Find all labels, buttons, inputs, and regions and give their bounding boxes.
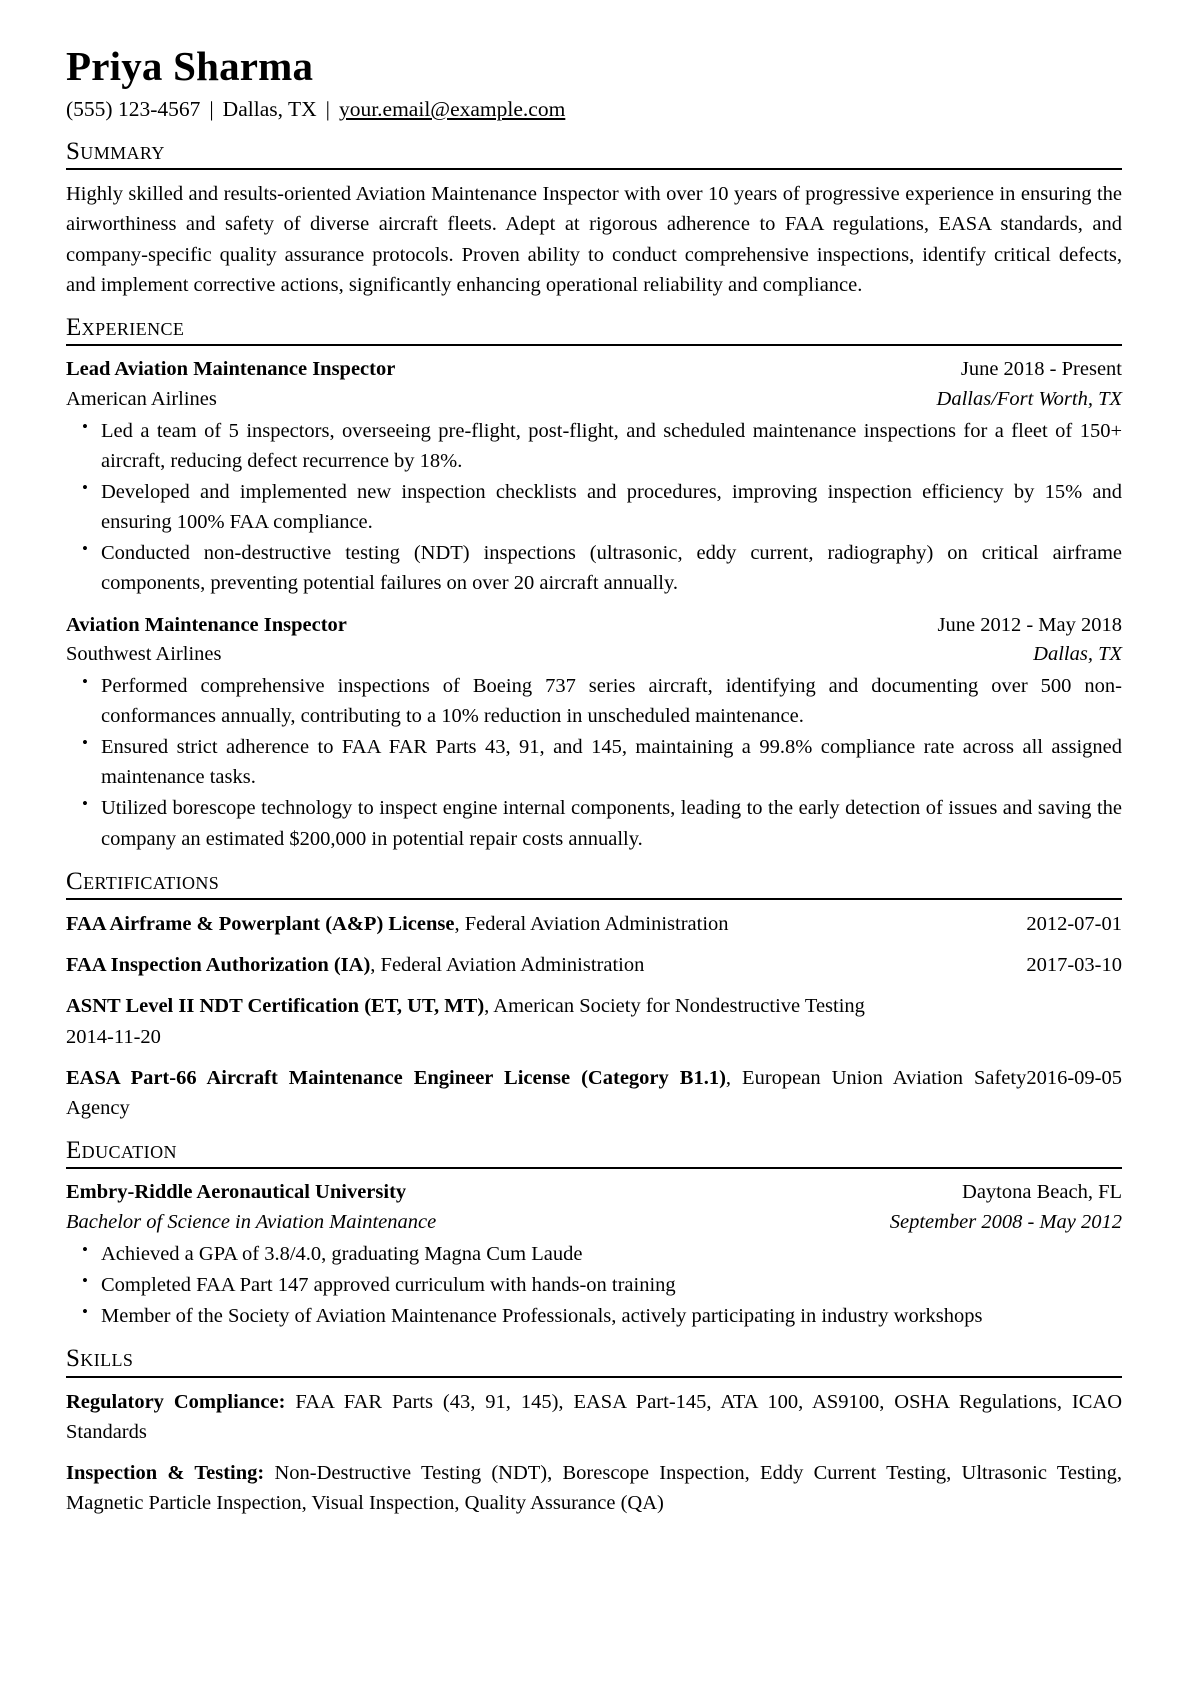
section-heading-education: Education (66, 1136, 177, 1164)
job-bullet: • Developed and implemented new inspection checklists and procedures, improving inspection efficiency by 15% and ensuring 100% FAA compliance. (66, 477, 1122, 537)
certification-date: 2016-09-05 (1026, 1066, 1122, 1089)
contact-line (66, 96, 1122, 124)
degree-name: Bachelor of Science in Aviation Maintenance (66, 1211, 437, 1234)
job-dates: June 2012 - May 2018 (937, 613, 1122, 636)
job-bullet: • Performed comprehensive inspections of Boeing 737 series aircraft, identifying and documenting over 500 non-conformances annually, contributing to a 10% reduction in unscheduled maintenance. (66, 671, 1122, 731)
section-education (66, 1136, 1122, 1331)
school-row (66, 1178, 1122, 1208)
section-rule (66, 1376, 1122, 1378)
skill-items: Non-Destructive Testing (NDT), Borescope Inspection, Eddy Current Testing, Ultrasonic Testing, Magnetic Particle Inspection, Visual Inspection, Quality Assurance (QA) (66, 1462, 1122, 1515)
job-title-row (66, 611, 1122, 641)
section-heading-skills: Skills (66, 1345, 134, 1373)
certification-issuer: European Union Aviation Safety Agency (66, 1066, 1027, 1119)
job-location: Dallas, TX (1033, 643, 1122, 666)
education-bullet: • Achieved a GPA of 3.8/4.0, graduating Magna Cum Laude (66, 1239, 1122, 1269)
certification-name: FAA Inspection Authorization (IA) (66, 954, 371, 977)
location-text: Dallas, TX (222, 96, 317, 121)
experience-entry (66, 611, 1122, 854)
school-location: Daytona Beach, FL (962, 1181, 1122, 1204)
contact-separator: | (325, 96, 330, 121)
email-link[interactable]: your.email@example.com (338, 96, 566, 121)
job-company: American Airlines (66, 388, 217, 411)
section-rule (66, 168, 1122, 170)
education-bullet-list (66, 1239, 1122, 1331)
skill-group (66, 1387, 1122, 1447)
section-experience (66, 313, 1122, 854)
skill-group (66, 1458, 1122, 1518)
certification-issuer-sep: , (454, 913, 465, 936)
certification-issuer: Federal Aviation Administration (380, 954, 645, 977)
job-bullet-list (66, 416, 1122, 599)
job-company-row (66, 640, 1122, 670)
skill-category: Inspection & Testing: (66, 1462, 265, 1485)
resume-header (66, 44, 1122, 124)
section-rule (66, 344, 1122, 346)
certification-name: EASA Part-66 Aircraft Maintenance Engineer License (Category B1.1) (66, 1066, 726, 1089)
contact-separator: | (209, 96, 214, 121)
section-skills (66, 1344, 1122, 1518)
section-certifications (66, 867, 1122, 1123)
job-title: Lead Aviation Maintenance Inspector (66, 358, 396, 381)
job-bullet: • Ensured strict adherence to FAA FAR Parts 43, 91, and 145, maintaining a 99.8% compliance rate across all assigned maintenance tasks. (66, 732, 1122, 792)
section-rule (66, 898, 1122, 900)
certification-entry (66, 1063, 1122, 1123)
section-heading-certifications: Certifications (66, 867, 220, 895)
section-summary (66, 137, 1122, 300)
education-bullet: • Member of the Society of Aviation Maintenance Professionals, actively participating in industry workshops (66, 1301, 1122, 1331)
experience-entry (66, 355, 1122, 598)
certification-entry (66, 909, 1122, 939)
section-rule (66, 1167, 1122, 1169)
education-entry (66, 1178, 1122, 1331)
job-dates: June 2018 - Present (960, 358, 1122, 381)
certification-issuer-sep: , (725, 1066, 743, 1089)
skill-category: Regulatory Compliance: (66, 1390, 286, 1413)
job-title-row (66, 355, 1122, 385)
job-bullet: • Led a team of 5 inspectors, overseeing pre-flight, post-flight, and scheduled maintenance inspections for a fleet of 150+ aircraft, reducing defect recurrence by 18%. (66, 416, 1122, 476)
candidate-name: Priya Sharma (66, 43, 314, 89)
section-heading-summary: Summary (66, 137, 165, 165)
job-company-row (66, 385, 1122, 415)
degree-dates: September 2008 - May 2012 (889, 1211, 1122, 1234)
certification-entry (66, 950, 1122, 980)
certification-name: ASNT Level II NDT Certification (ET, UT, MT) (66, 995, 485, 1018)
job-title: Aviation Maintenance Inspector (66, 613, 347, 636)
school-name: Embry-Riddle Aeronautical University (66, 1181, 407, 1204)
job-location: Dallas/Fort Worth, TX (936, 388, 1122, 411)
certification-name: FAA Airframe & Powerplant (A&P) License (66, 913, 455, 936)
job-company: Southwest Airlines (66, 643, 222, 666)
education-bullet: • Completed FAA Part 147 approved curriculum with hands-on training (66, 1270, 1122, 1300)
skill-items: FAA FAR Parts (43, 91, 145), EASA Part-145, ATA 100, AS9100, OSHA Regulations, ICAO Standards (66, 1390, 1122, 1443)
degree-row (66, 1208, 1122, 1238)
job-bullet-list (66, 671, 1122, 854)
job-bullet: • Conducted non-destructive testing (NDT) inspections (ultrasonic, eddy current, radiography) on critical airframe components, preventing potential failures on over 20 aircraft annually. (66, 538, 1122, 598)
certification-issuer: Federal Aviation Administration (464, 913, 729, 936)
certification-issuer-sep: , (484, 995, 494, 1018)
phone-number: (555) 123-4567 (66, 96, 201, 121)
certification-issuer-sep: , (370, 954, 381, 977)
section-heading-experience: Experience (66, 313, 185, 341)
certification-date: 2012-07-01 (1026, 913, 1122, 936)
job-bullet: • Utilized borescope technology to inspect engine internal components, leading to the early detection of issues and saving the company an estimated $200,000 in potential repair costs annually. (66, 793, 1122, 853)
certification-entry (66, 991, 1122, 1051)
certification-date: 2017-03-10 (1026, 954, 1122, 977)
certification-issuer: American Society for Nondestructive Testing (493, 995, 865, 1018)
summary-text: Highly skilled and results-oriented Aviation Maintenance Inspector with over 10 years of progressive experience in ensuring the airworthiness and safety of diverse aircraft fleets. Adept at rigorous adherence to FAA regulations, EASA standards, and company-specific quality assurance protocols. Proven ability to conduct comprehensive inspections, identify critical defects, and implement corrective actions, significantly enhancing operational reliability and compliance. (66, 183, 1122, 296)
certification-date: 2014-11-20 (66, 1025, 161, 1048)
